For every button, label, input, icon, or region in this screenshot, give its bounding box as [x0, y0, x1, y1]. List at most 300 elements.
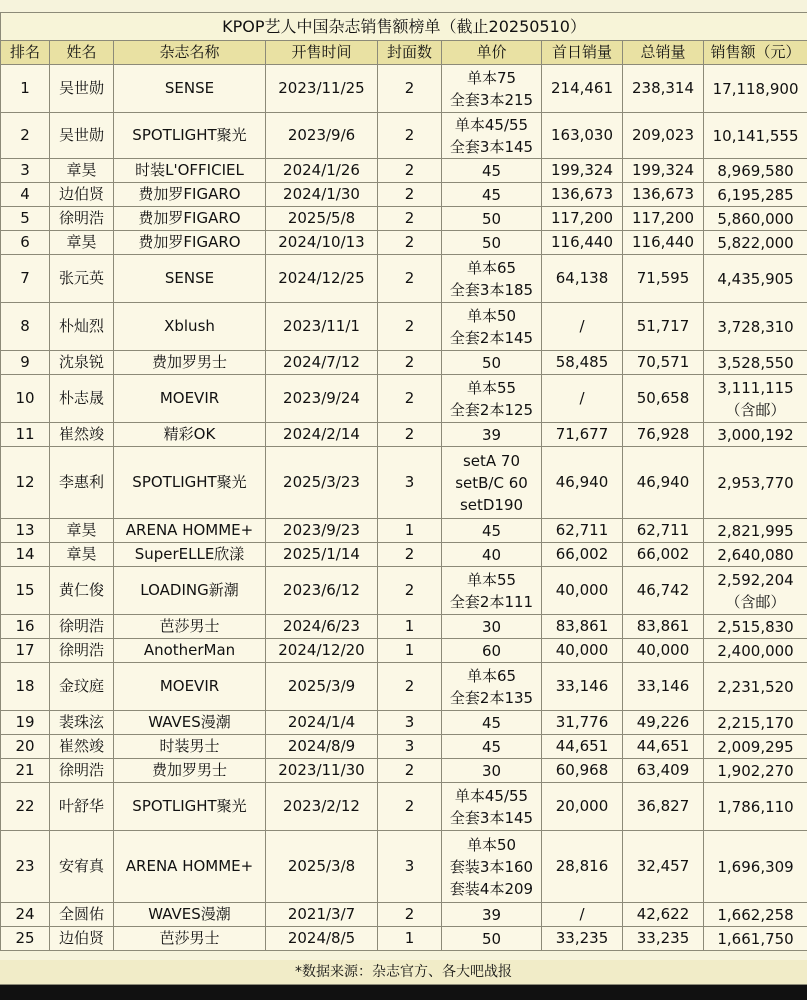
- cell-name: 徐明浩: [50, 615, 114, 639]
- cell-covers: 2: [378, 207, 442, 231]
- cell-rank: 16: [1, 615, 50, 639]
- cell-revenue: [704, 615, 807, 639]
- cell-name: 章昊: [50, 543, 114, 567]
- cell-covers: 2: [378, 113, 442, 159]
- cell-date: 2024/2/14: [266, 423, 378, 447]
- cell-rank: 19: [1, 711, 50, 735]
- cell-line: 全套3本185: [449, 280, 534, 299]
- cell-covers: 3: [378, 831, 442, 903]
- cell-date: 2024/8/9: [266, 735, 378, 759]
- cell-line: 40: [481, 545, 502, 564]
- cell-magazine: SuperELLE欣漾: [114, 543, 266, 567]
- table-row: [1, 183, 807, 207]
- cell-name: 李惠利: [50, 447, 114, 519]
- cell-line: 套装4本209: [449, 879, 534, 898]
- cell-rank: 1: [1, 65, 50, 113]
- cell-rank: 25: [1, 927, 50, 951]
- cell-first-day: /: [542, 375, 623, 423]
- cell-revenue: [704, 927, 807, 951]
- cell-total: 83,861: [623, 615, 704, 639]
- cell-rank: 5: [1, 207, 50, 231]
- cell-line: 单本45/55: [454, 115, 529, 134]
- table-row: [1, 207, 807, 231]
- cell-total: 62,711: [623, 519, 704, 543]
- cell-total: 44,651: [623, 735, 704, 759]
- cell-covers: 2: [378, 159, 442, 183]
- cell-first-day: 31,776: [542, 711, 623, 735]
- cell-magazine: Xblush: [114, 303, 266, 351]
- cell-price: [442, 639, 542, 663]
- cell-magazine: MOEVIR: [114, 375, 266, 423]
- cell-magazine: 时装L'OFFICIEL: [114, 159, 266, 183]
- cell-covers: 1: [378, 639, 442, 663]
- cell-line: 45: [481, 521, 502, 540]
- header-row: [1, 41, 807, 65]
- cell-total: 40,000: [623, 639, 704, 663]
- cell-line: setA 70: [462, 451, 521, 470]
- cell-magazine: AnotherMan: [114, 639, 266, 663]
- cell-revenue: [704, 639, 807, 663]
- cell-revenue: [704, 351, 807, 375]
- cell-total: 49,226: [623, 711, 704, 735]
- cell-name: 全圆佑: [50, 903, 114, 927]
- cell-line: 39: [481, 905, 502, 924]
- cell-magazine: 费加罗FIGARO: [114, 207, 266, 231]
- cell-line: 45: [481, 713, 502, 732]
- cell-first-day: 71,677: [542, 423, 623, 447]
- cell-name: 吴世勋: [50, 113, 114, 159]
- cell-revenue: [704, 231, 807, 255]
- cell-first-day: 116,440: [542, 231, 623, 255]
- table-row: [1, 639, 807, 663]
- cell-rank: 11: [1, 423, 50, 447]
- cell-total: 46,940: [623, 447, 704, 519]
- cell-total: 33,146: [623, 663, 704, 711]
- table-row: [1, 351, 807, 375]
- cell-rank: 22: [1, 783, 50, 831]
- cell-line: 2,640,080: [717, 545, 794, 564]
- cell-line: setB/C 60: [455, 473, 528, 492]
- cell-rank: 2: [1, 113, 50, 159]
- cell-line: 单本50: [466, 835, 517, 854]
- cell-price: [442, 927, 542, 951]
- cell-rank: 23: [1, 831, 50, 903]
- cell-revenue: [704, 303, 807, 351]
- cell-rank: 17: [1, 639, 50, 663]
- cell-first-day: 214,461: [542, 65, 623, 113]
- cell-first-day: 40,000: [542, 639, 623, 663]
- cell-magazine: MOEVIR: [114, 663, 266, 711]
- cell-price: [442, 231, 542, 255]
- cell-line: 全套3本145: [449, 137, 534, 156]
- header-rank: 排名: [1, 41, 50, 65]
- cell-price: [442, 903, 542, 927]
- cell-magazine: 精彩OK: [114, 423, 266, 447]
- cell-date: 2023/11/30: [266, 759, 378, 783]
- cell-covers: 3: [378, 735, 442, 759]
- cell-line: 全套2本135: [449, 688, 534, 707]
- cell-covers: 2: [378, 255, 442, 303]
- cell-date: 2024/12/20: [266, 639, 378, 663]
- cell-line: 2,821,995: [717, 521, 794, 540]
- table-row: [1, 423, 807, 447]
- header-name: 姓名: [50, 41, 114, 65]
- cell-magazine: SPOTLIGHT聚光: [114, 113, 266, 159]
- cell-magazine: 时装男士: [114, 735, 266, 759]
- cell-line: 单本55: [466, 570, 517, 589]
- cell-price: [442, 351, 542, 375]
- cell-price: [442, 113, 542, 159]
- cell-revenue: [704, 255, 807, 303]
- cell-covers: 2: [378, 543, 442, 567]
- cell-price: [442, 759, 542, 783]
- cell-line: 5,860,000: [717, 209, 794, 228]
- cell-line: 1,662,258: [717, 905, 794, 924]
- header-total: 总销量: [623, 41, 704, 65]
- cell-magazine: WAVES漫潮: [114, 711, 266, 735]
- cell-line: 全套2本111: [449, 592, 534, 611]
- cell-total: 33,235: [623, 927, 704, 951]
- table-row: [1, 711, 807, 735]
- cell-name: 章昊: [50, 519, 114, 543]
- cell-name: 沈泉锐: [50, 351, 114, 375]
- cell-line: 2,215,170: [717, 713, 794, 732]
- cell-name: 金玟庭: [50, 663, 114, 711]
- cell-line: 30: [481, 617, 502, 636]
- cell-date: 2025/3/23: [266, 447, 378, 519]
- cell-rank: 15: [1, 567, 50, 615]
- cell-date: 2023/9/23: [266, 519, 378, 543]
- cell-line: 3,000,192: [717, 425, 794, 444]
- cell-price: [442, 375, 542, 423]
- cell-name: 吴世勋: [50, 65, 114, 113]
- cell-line: 全套3本145: [449, 808, 534, 827]
- cell-line: 45: [481, 161, 502, 180]
- cell-total: 71,595: [623, 255, 704, 303]
- cell-total: 50,658: [623, 375, 704, 423]
- table-row: [1, 303, 807, 351]
- cell-name: 边伯贤: [50, 927, 114, 951]
- cell-covers: 3: [378, 711, 442, 735]
- cell-name: 朴灿烈: [50, 303, 114, 351]
- cell-first-day: 66,002: [542, 543, 623, 567]
- cell-line: 3,728,310: [717, 317, 794, 336]
- cell-revenue: [704, 207, 807, 231]
- cell-line: 30: [481, 761, 502, 780]
- cell-line: 1,696,309: [717, 857, 794, 876]
- cell-price: [442, 831, 542, 903]
- cell-date: 2021/3/7: [266, 903, 378, 927]
- cell-magazine: LOADING新潮: [114, 567, 266, 615]
- cell-magazine: WAVES漫潮: [114, 903, 266, 927]
- cell-rank: 3: [1, 159, 50, 183]
- cell-price: [442, 159, 542, 183]
- cell-total: 238,314: [623, 65, 704, 113]
- cell-revenue: [704, 903, 807, 927]
- cell-line: 17,118,900: [712, 79, 799, 98]
- table-row: [1, 65, 807, 113]
- cell-revenue: [704, 783, 807, 831]
- cell-revenue: [704, 543, 807, 567]
- cell-revenue: [704, 735, 807, 759]
- cell-price: [442, 567, 542, 615]
- cell-total: 46,742: [623, 567, 704, 615]
- cell-line: 6,195,285: [717, 185, 794, 204]
- cell-name: 徐明浩: [50, 639, 114, 663]
- cell-name: 崔然竣: [50, 735, 114, 759]
- cell-covers: 2: [378, 183, 442, 207]
- cell-date: 2023/6/12: [266, 567, 378, 615]
- cell-magazine: SENSE: [114, 65, 266, 113]
- cell-name: 安宥真: [50, 831, 114, 903]
- cell-first-day: 136,673: [542, 183, 623, 207]
- cell-first-day: 20,000: [542, 783, 623, 831]
- header-magazine: 杂志名称: [114, 41, 266, 65]
- cell-first-day: 40,000: [542, 567, 623, 615]
- cell-line: 全套3本215: [449, 90, 534, 109]
- cell-covers: 2: [378, 65, 442, 113]
- cell-covers: 2: [378, 231, 442, 255]
- cell-magazine: 费加罗FIGARO: [114, 231, 266, 255]
- cell-total: 209,023: [623, 113, 704, 159]
- cell-revenue: [704, 423, 807, 447]
- cell-revenue: [704, 831, 807, 903]
- cell-name: 朴志晟: [50, 375, 114, 423]
- cell-magazine: 费加罗男士: [114, 759, 266, 783]
- cell-date: 2023/11/25: [266, 65, 378, 113]
- cell-line: 单本65: [466, 258, 517, 277]
- cell-rank: 10: [1, 375, 50, 423]
- cell-date: 2024/1/4: [266, 711, 378, 735]
- cell-line: 1,786,110: [717, 797, 794, 816]
- cell-revenue: [704, 519, 807, 543]
- cell-name: 章昊: [50, 231, 114, 255]
- table-row: [1, 831, 807, 903]
- cell-price: [442, 735, 542, 759]
- header-date: 开售时间: [266, 41, 378, 65]
- cell-line: （含邮）: [725, 592, 786, 611]
- cell-date: 2025/1/14: [266, 543, 378, 567]
- cell-date: 2024/8/5: [266, 927, 378, 951]
- cell-line: 全套2本125: [449, 400, 534, 419]
- cell-magazine: 芭莎男士: [114, 927, 266, 951]
- cell-price: [442, 519, 542, 543]
- cell-line: 单本65: [466, 666, 517, 685]
- cell-first-day: 33,235: [542, 927, 623, 951]
- cell-rank: 9: [1, 351, 50, 375]
- cell-covers: 2: [378, 375, 442, 423]
- header-first-day: 首日销量: [542, 41, 623, 65]
- cell-name: 崔然竣: [50, 423, 114, 447]
- cell-total: 76,928: [623, 423, 704, 447]
- cell-line: 2,400,000: [717, 641, 794, 660]
- cell-total: 66,002: [623, 543, 704, 567]
- cell-date: 2023/11/1: [266, 303, 378, 351]
- cell-first-day: 64,138: [542, 255, 623, 303]
- cell-price: [442, 615, 542, 639]
- cell-first-day: 117,200: [542, 207, 623, 231]
- table-body: [1, 13, 807, 951]
- cell-covers: 1: [378, 615, 442, 639]
- table-row: [1, 735, 807, 759]
- cell-magazine: 费加罗男士: [114, 351, 266, 375]
- cell-name: 章昊: [50, 159, 114, 183]
- cell-first-day: 58,485: [542, 351, 623, 375]
- cell-price: [442, 65, 542, 113]
- cell-line: 50: [481, 233, 502, 252]
- cell-line: 2,231,520: [717, 677, 794, 696]
- cell-total: 136,673: [623, 183, 704, 207]
- cell-revenue: [704, 159, 807, 183]
- cell-total: 116,440: [623, 231, 704, 255]
- cell-revenue: [704, 65, 807, 113]
- cell-rank: 20: [1, 735, 50, 759]
- cell-line: 50: [481, 209, 502, 228]
- sales-table: [0, 12, 807, 951]
- table-row: [1, 927, 807, 951]
- cell-price: [442, 663, 542, 711]
- table-row: [1, 615, 807, 639]
- cell-first-day: 83,861: [542, 615, 623, 639]
- cell-line: 3,528,550: [717, 353, 794, 372]
- cell-first-day: /: [542, 903, 623, 927]
- cell-covers: 1: [378, 519, 442, 543]
- table-row: [1, 543, 807, 567]
- cell-covers: 3: [378, 447, 442, 519]
- cell-covers: 2: [378, 903, 442, 927]
- cell-rank: 6: [1, 231, 50, 255]
- header-price: 单价: [442, 41, 542, 65]
- cell-total: 117,200: [623, 207, 704, 231]
- cell-line: 1,661,750: [717, 929, 794, 948]
- cell-line: setD190: [459, 495, 524, 514]
- cell-date: 2025/3/8: [266, 831, 378, 903]
- cell-revenue: [704, 113, 807, 159]
- cell-date: 2023/2/12: [266, 783, 378, 831]
- cell-price: [442, 423, 542, 447]
- cell-magazine: SPOTLIGHT聚光: [114, 783, 266, 831]
- cell-name: 徐明浩: [50, 759, 114, 783]
- table-row: [1, 519, 807, 543]
- cell-name: 叶舒华: [50, 783, 114, 831]
- cell-total: 32,457: [623, 831, 704, 903]
- cell-rank: 21: [1, 759, 50, 783]
- cell-first-day: 44,651: [542, 735, 623, 759]
- cell-line: 全套2本145: [449, 328, 534, 347]
- cell-line: 4,435,905: [717, 269, 794, 288]
- bottom-bar: [0, 985, 807, 1000]
- header-revenue: 销售额（元）: [704, 41, 807, 65]
- cell-first-day: 46,940: [542, 447, 623, 519]
- cell-total: 199,324: [623, 159, 704, 183]
- cell-rank: 7: [1, 255, 50, 303]
- cell-price: [442, 207, 542, 231]
- cell-covers: 2: [378, 423, 442, 447]
- table-row: [1, 783, 807, 831]
- cell-line: 8,969,580: [717, 161, 794, 180]
- cell-name: 黄仁俊: [50, 567, 114, 615]
- cell-line: 5,822,000: [717, 233, 794, 252]
- cell-magazine: ARENA HOMME+: [114, 831, 266, 903]
- header-covers: 封面数: [378, 41, 442, 65]
- cell-line: 60: [481, 641, 502, 660]
- table-row: [1, 567, 807, 615]
- cell-covers: 2: [378, 663, 442, 711]
- cell-first-day: 33,146: [542, 663, 623, 711]
- table-row: [1, 113, 807, 159]
- cell-rank: 24: [1, 903, 50, 927]
- cell-covers: 1: [378, 927, 442, 951]
- table-title: KPOP艺人中国杂志销售额榜单（截止20250510）: [1, 13, 807, 41]
- cell-revenue: [704, 663, 807, 711]
- data-source-note: *数据来源：杂志官方、各大吧战报: [0, 960, 807, 985]
- table-row: [1, 663, 807, 711]
- cell-date: 2024/10/13: [266, 231, 378, 255]
- cell-name: 裴珠泫: [50, 711, 114, 735]
- cell-magazine: 费加罗FIGARO: [114, 183, 266, 207]
- cell-line: 单本75: [466, 68, 517, 87]
- cell-line: 1,902,270: [717, 761, 794, 780]
- cell-revenue: [704, 447, 807, 519]
- cell-revenue: [704, 375, 807, 423]
- cell-first-day: 62,711: [542, 519, 623, 543]
- cell-line: 39: [481, 425, 502, 444]
- cell-line: 45: [481, 737, 502, 756]
- cell-revenue: [704, 759, 807, 783]
- cell-rank: 4: [1, 183, 50, 207]
- cell-line: 3,111,115: [717, 378, 794, 397]
- cell-date: 2025/5/8: [266, 207, 378, 231]
- cell-covers: 2: [378, 759, 442, 783]
- cell-line: 50: [481, 353, 502, 372]
- cell-price: [442, 447, 542, 519]
- cell-name: 边伯贤: [50, 183, 114, 207]
- cell-covers: 2: [378, 567, 442, 615]
- cell-date: 2024/1/30: [266, 183, 378, 207]
- cell-magazine: ARENA HOMME+: [114, 519, 266, 543]
- cell-total: 63,409: [623, 759, 704, 783]
- cell-date: 2024/12/25: [266, 255, 378, 303]
- table-row: [1, 447, 807, 519]
- cell-revenue: [704, 711, 807, 735]
- cell-total: 42,622: [623, 903, 704, 927]
- cell-date: 2025/3/9: [266, 663, 378, 711]
- cell-line: 2,592,204: [717, 570, 794, 589]
- table-row: [1, 255, 807, 303]
- cell-magazine: 芭莎男士: [114, 615, 266, 639]
- table-row: [1, 903, 807, 927]
- cell-total: 70,571: [623, 351, 704, 375]
- cell-magazine: SPOTLIGHT聚光: [114, 447, 266, 519]
- cell-line: 单本45/55: [454, 786, 529, 805]
- cell-revenue: [704, 183, 807, 207]
- cell-price: [442, 183, 542, 207]
- cell-magazine: SENSE: [114, 255, 266, 303]
- cell-first-day: /: [542, 303, 623, 351]
- cell-date: 2024/7/12: [266, 351, 378, 375]
- cell-first-day: 28,816: [542, 831, 623, 903]
- cell-line: 45: [481, 185, 502, 204]
- cell-revenue: [704, 567, 807, 615]
- cell-line: 套装3本160: [449, 857, 534, 876]
- cell-line: 10,141,555: [712, 126, 799, 145]
- table-row: [1, 231, 807, 255]
- cell-rank: 13: [1, 519, 50, 543]
- cell-price: [442, 543, 542, 567]
- cell-line: 50: [481, 929, 502, 948]
- cell-first-day: 163,030: [542, 113, 623, 159]
- table-row: [1, 159, 807, 183]
